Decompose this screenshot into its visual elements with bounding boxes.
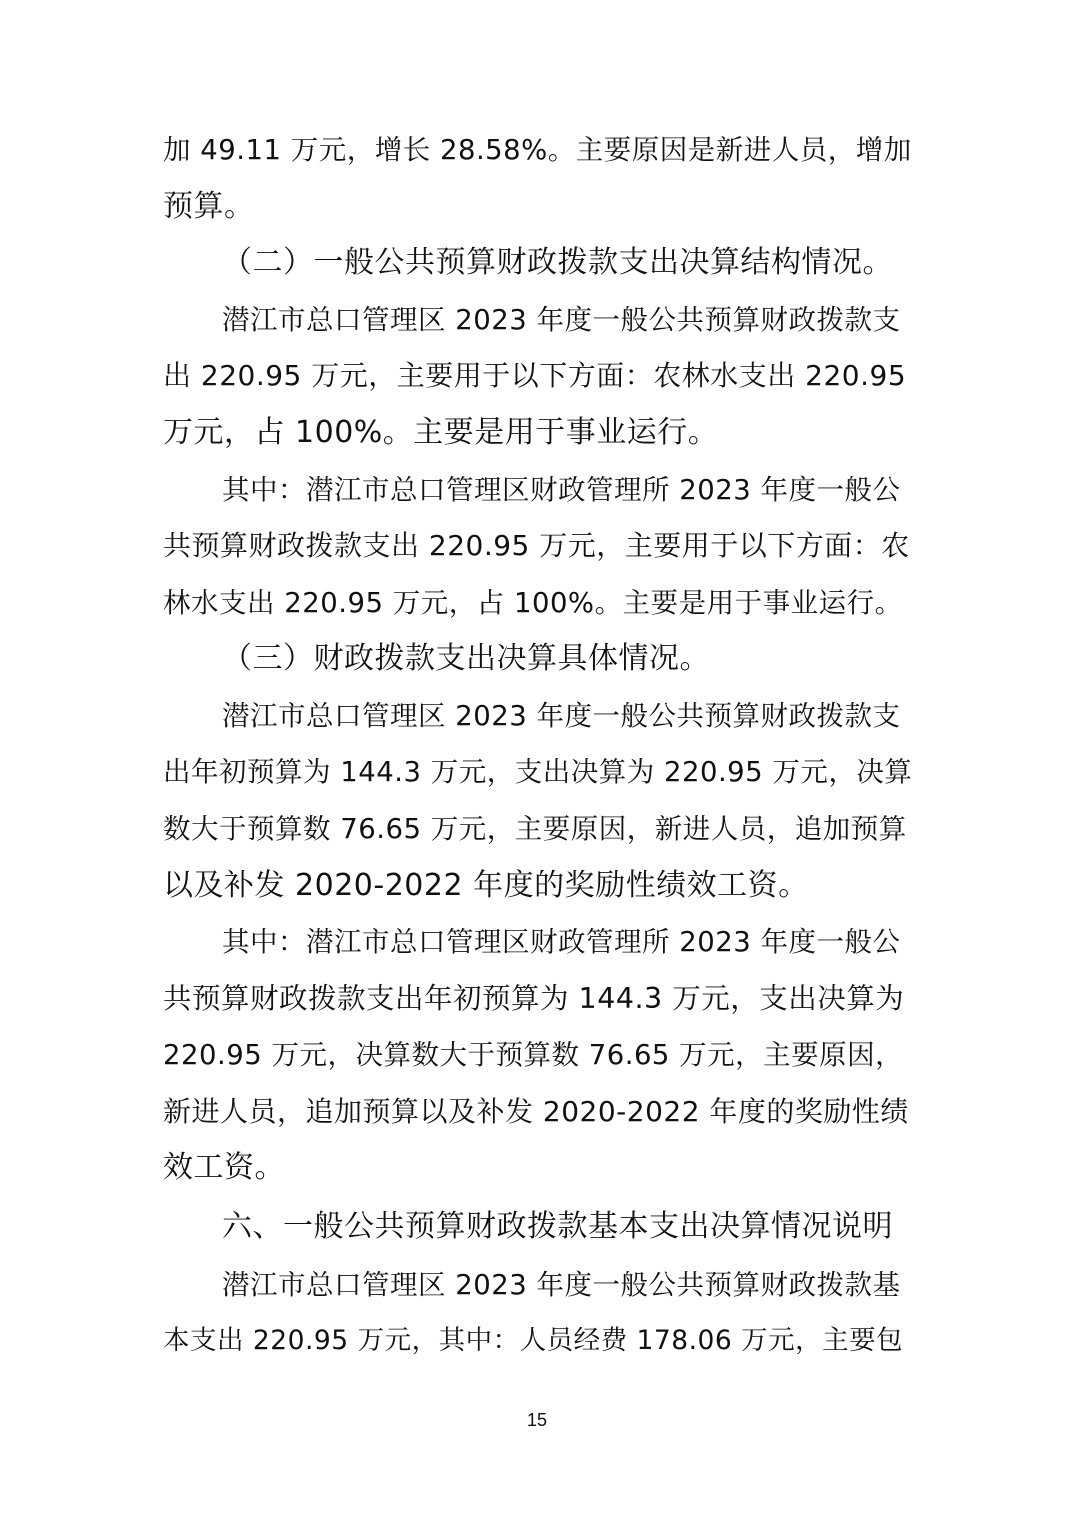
- text-line: 潜江市总口管理区 2023 年度一般公共预算财政拨款支: [222, 304, 901, 336]
- text-line: 其中：潜江市总口管理区财政管理所 2023 年度一般公: [222, 926, 901, 958]
- text-line: 数大于预算数 76.65 万元，主要原因，新进人员，追加预算: [163, 813, 907, 845]
- text-line: 万元，占 100%。主要是用于事业运行。: [163, 415, 719, 450]
- chapter-heading: 六、一般公共预算财政拨款基本支出决算情况说明: [222, 1209, 893, 1244]
- text-line: 本支出 220.95 万元，其中：人员经费 178.06 万元，主要包: [163, 1325, 904, 1356]
- page-number: 15: [526, 1410, 548, 1430]
- section-heading: （三）财政拨款支出决算具体情况。: [222, 641, 710, 676]
- text-line: 新进人员，追加预算以及补发 2020-2022 年度的奖励性绩: [163, 1095, 909, 1128]
- text-line: 220.95 万元，决算数大于预算数 76.65 万元，主要原因，: [163, 1039, 904, 1071]
- text-line: 效工资。: [163, 1150, 285, 1185]
- section-heading: （二）一般公共预算财政拨款支出决算结构情况。: [222, 245, 893, 280]
- text-line: 预算。: [163, 189, 255, 224]
- text-line: 共预算财政拨款支出 220.95 万元，主要用于以下方面：农: [163, 529, 910, 562]
- text-line: 其中：潜江市总口管理区财政管理所 2023 年度一般公: [222, 474, 901, 506]
- text-line: 出年初预算为 144.3 万元，支出决算为 220.95 万元，决算: [163, 756, 913, 788]
- text-line: 潜江市总口管理区 2023 年度一般公共预算财政拨款基: [222, 1269, 901, 1301]
- text-line: 加 49.11 万元，增长 28.58%。主要原因是新进人员，增加: [163, 134, 912, 166]
- text-line: 潜江市总口管理区 2023 年度一般公共预算财政拨款支: [222, 700, 901, 732]
- text-line: 共预算财政拨款支出年初预算为 144.3 万元，支出决算为: [163, 982, 905, 1015]
- text-line: 以及补发 2020-2022 年度的奖励性绩效工资。: [163, 868, 809, 903]
- text-line: 出 220.95 万元，主要用于以下方面：农林水支出 220.95: [163, 359, 907, 392]
- text-line: 林水支出 220.95 万元，占 100%。主要是用于事业运行。: [163, 587, 903, 619]
